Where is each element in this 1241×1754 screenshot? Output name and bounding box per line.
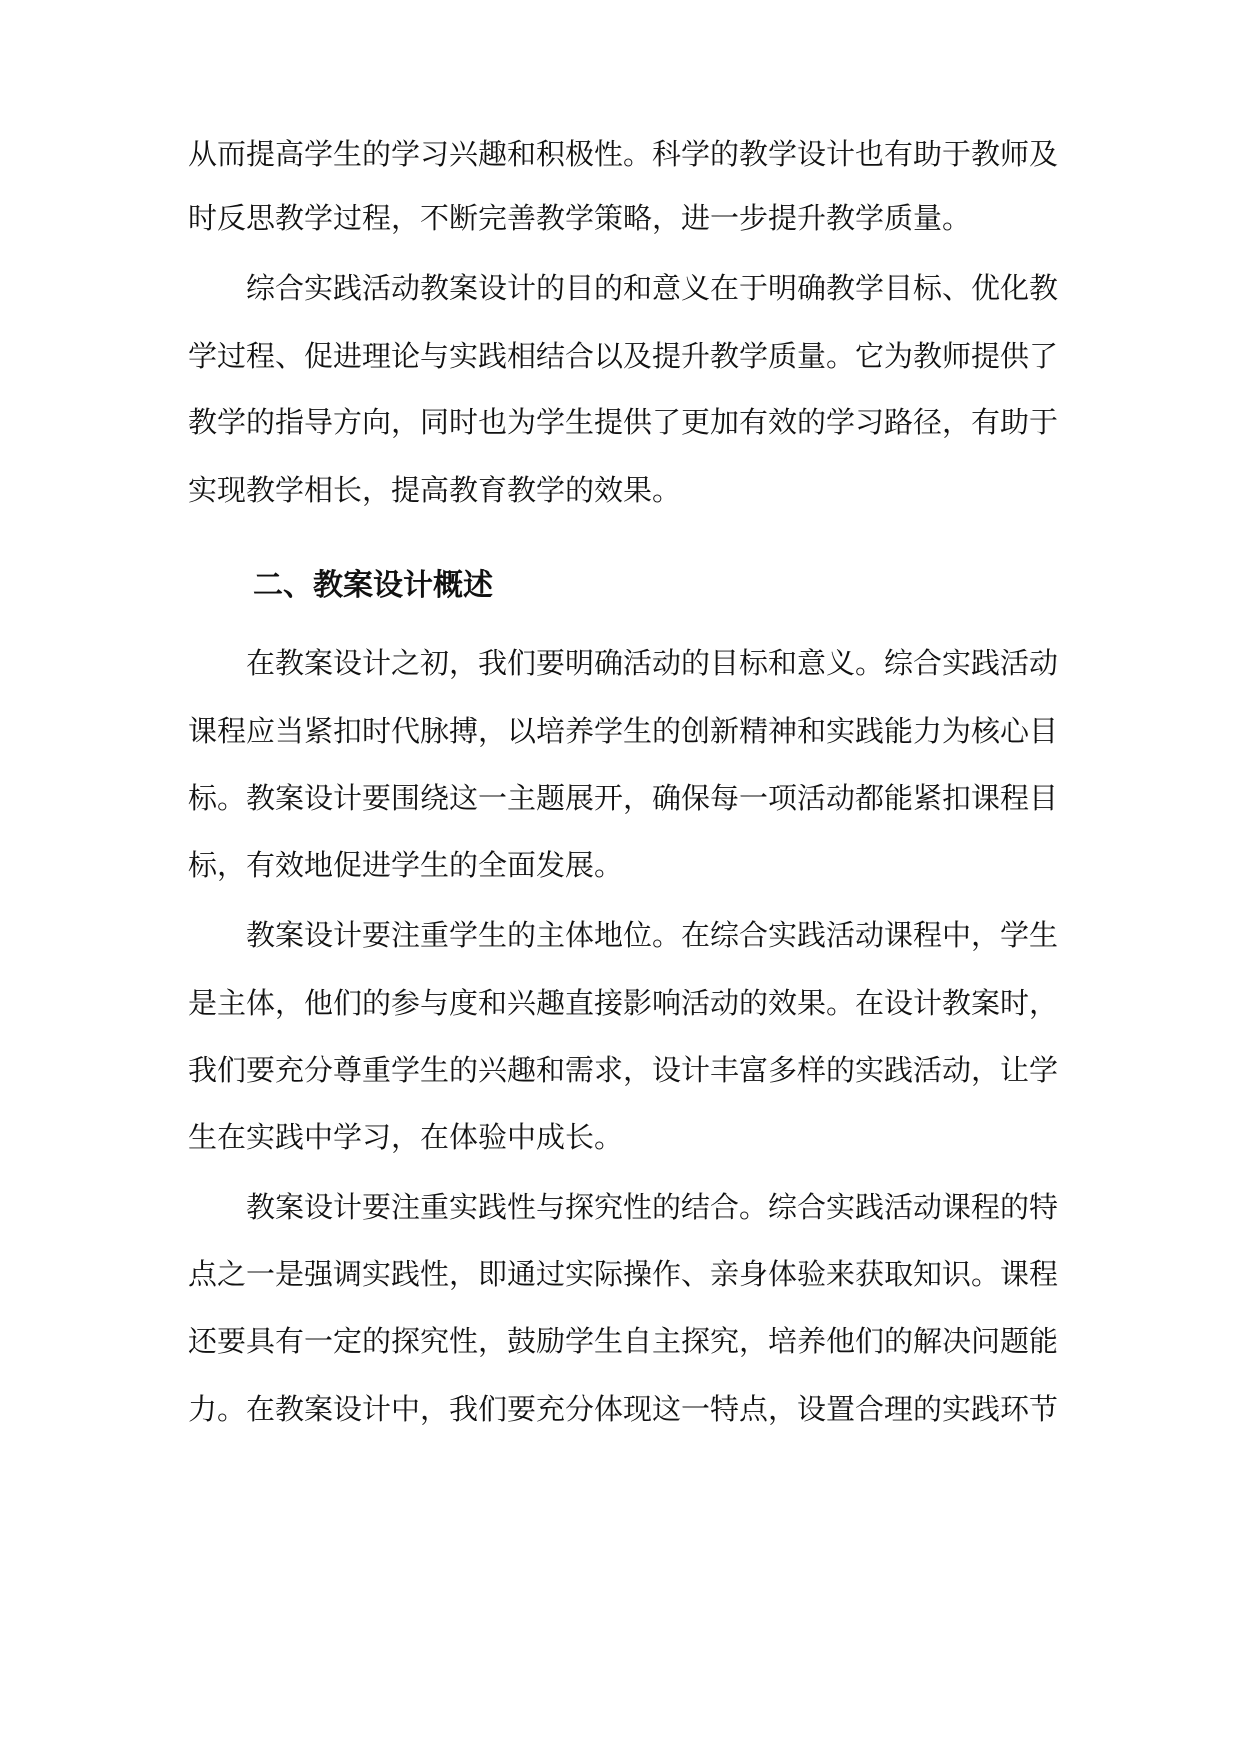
body-text-line: 标，有效地促进学生的全面发展。 — [188, 848, 624, 882]
body-text-line: 还要具有一定的探究性，鼓励学生自主探究，培养他们的解决问题能 — [188, 1324, 1059, 1358]
body-text-line: 生在实践中学习，在体验中成长。 — [188, 1120, 624, 1154]
body-text-line: 学过程、促进理论与实践相结合以及提升教学质量。它为教师提供了 — [188, 339, 1059, 373]
body-text-line: 实现教学相长，提高教育教学的效果。 — [188, 473, 682, 507]
body-text-line: 教案设计要注重学生的主体地位。在综合实践活动课程中，学生 — [246, 918, 1059, 952]
body-text-line: 是主体，他们的参与度和兴趣直接影响活动的效果。在设计教案时， — [188, 986, 1059, 1020]
body-text-line: 课程应当紧扣时代脉搏，以培养学生的创新精神和实践能力为核心目 — [188, 714, 1059, 748]
body-text-line: 点之一是强调实践性，即通过实际操作、亲身体验来获取知识。课程 — [188, 1257, 1059, 1291]
body-text-line: 教案设计要注重实践性与探究性的结合。综合实践活动课程的特 — [246, 1190, 1059, 1224]
body-text-line: 时反思教学过程，不断完善教学策略，进一步提升教学质量。 — [188, 201, 972, 235]
body-text-line: 力。在教案设计中，我们要充分体现这一特点，设置合理的实践环节 — [188, 1392, 1059, 1426]
section-heading: 二、教案设计概述 — [253, 568, 493, 603]
body-text-line: 在教案设计之初，我们要明确活动的目标和意义。综合实践活动 — [246, 646, 1059, 680]
body-text-line: 标。教案设计要围绕这一主题展开，确保每一项活动都能紧扣课程目 — [188, 781, 1059, 815]
body-text-line: 从而提高学生的学习兴趣和积极性。科学的教学设计也有助于教师及 — [188, 137, 1059, 171]
body-text-line: 我们要充分尊重学生的兴趣和需求，设计丰富多样的实践活动，让学 — [188, 1053, 1059, 1087]
body-text-line: 综合实践活动教案设计的目的和意义在于明确教学目标、优化教 — [246, 271, 1059, 305]
body-text-line: 教学的指导方向，同时也为学生提供了更加有效的学习路径，有助于 — [188, 405, 1059, 439]
